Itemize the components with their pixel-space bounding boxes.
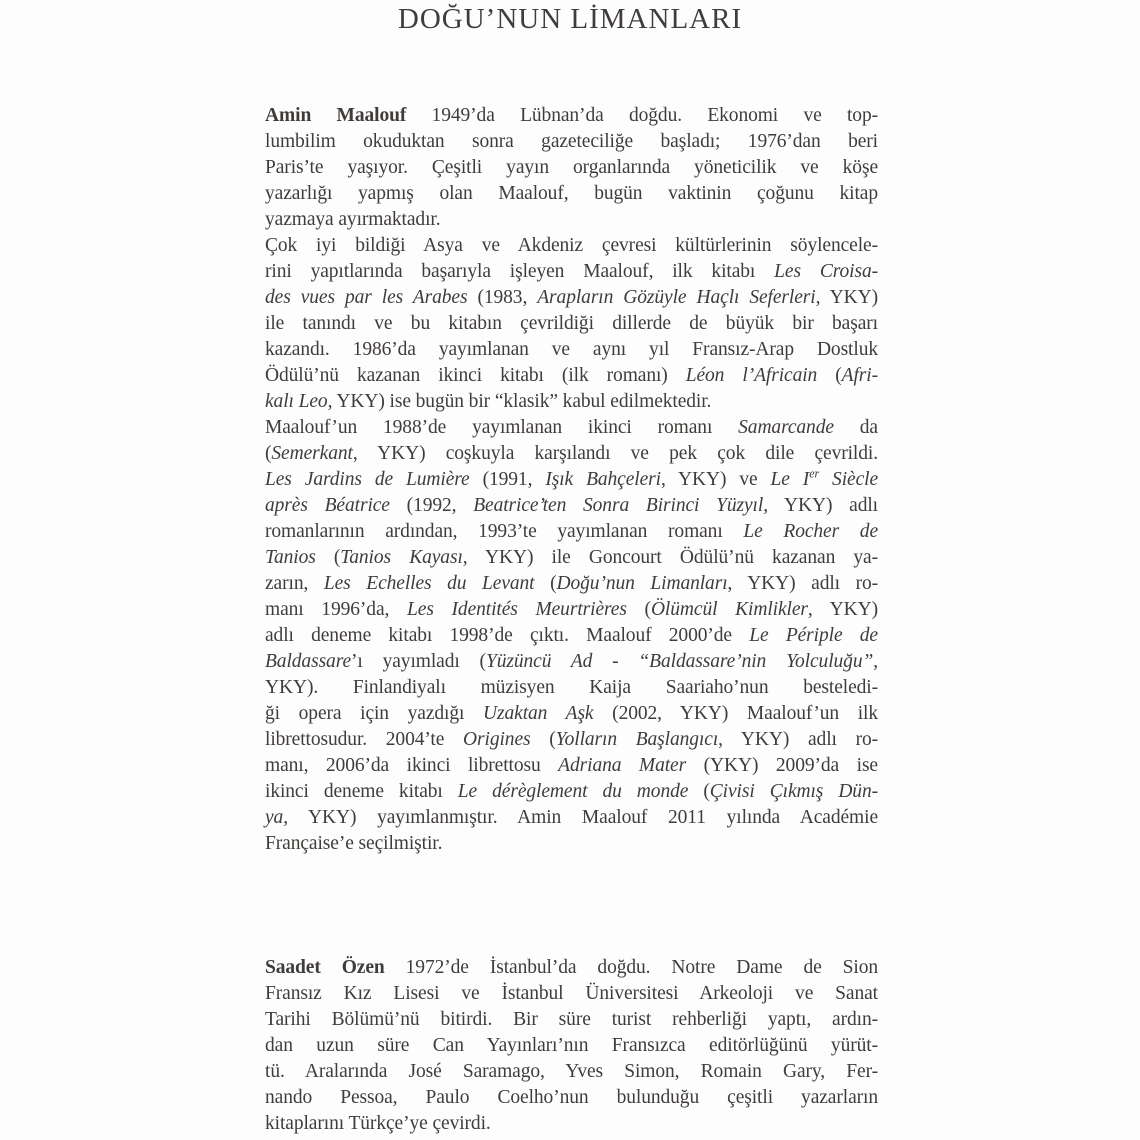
text-run: manı 1996’da, — [265, 599, 408, 620]
text-run: Les Identités Meurtrières — [407, 599, 627, 620]
text-run: Ödülü’nü kazanan ikinci kitabı (ilk romanı) — [265, 365, 686, 386]
text-line — [265, 519, 878, 545]
text-run: Ölümcül Kimlikler — [650, 599, 808, 620]
text-run: Afri- — [841, 365, 878, 386]
text-run: kitaplarını Türkçe’ye çevirdi. — [265, 1113, 491, 1134]
text-run: nando Pessoa, Paulo Coelho’nun bulunduğu çeşitli yazarların — [265, 1087, 878, 1108]
text-run: 1949’da Lübnan’da doğdu. Ekonomi ve top- — [406, 105, 878, 126]
text-run: Les Echelles du Levant — [323, 573, 535, 594]
text-line — [265, 285, 878, 311]
text-run: dan uzun süre Can Yayınları’nın Fransızca editörlüğünü yürüt- — [265, 1035, 878, 1056]
text-run: Işık Bahçeleri — [545, 469, 661, 490]
text-run: Baldassare — [265, 651, 352, 672]
text-run: Samarcande — [738, 417, 834, 438]
text-run: Tanios — [265, 547, 316, 568]
text-run: Fransız Kız Lisesi ve İstanbul Üniversitesi Arkeoloji ve Sanat — [265, 983, 878, 1004]
text-line — [265, 129, 878, 155]
text-run: kalı Leo — [265, 391, 328, 412]
text-line — [265, 545, 878, 571]
text-run: romanlarının ardından, 1993’te yayımlanan romanı — [265, 521, 744, 542]
text-run: ( — [315, 547, 341, 568]
text-run: Française’e seçilmiştir. — [265, 833, 443, 854]
text-run: ya — [265, 807, 284, 828]
text-run: , YKY) — [807, 599, 879, 620]
text-line — [265, 1085, 878, 1111]
text-run: , YKY) adlı ro- — [727, 573, 879, 594]
text-run: ( — [688, 781, 710, 802]
text-run: Le Périple de — [749, 625, 878, 646]
paragraph — [265, 955, 878, 1137]
text-line — [265, 441, 878, 467]
text-run: Maalouf’un 1988’de yayımlanan ikinci romanı — [265, 417, 739, 438]
text-line — [265, 571, 878, 597]
text-run: (YKY) 2009’da ise — [686, 755, 878, 776]
amin-maalouf-bio — [265, 103, 878, 857]
text-run: Le Rocher de — [743, 521, 879, 542]
text-run: Origines — [463, 729, 531, 750]
text-run: yazarlığı yapmış olan Maalouf, bugün vaktinin çoğunu kitap — [265, 183, 878, 204]
text-line — [265, 1033, 878, 1059]
text-run: YKY). Finlandiyalı müzisyen Kaija Saariaho’nun besteledi- — [265, 677, 878, 698]
text-line — [265, 103, 878, 129]
text-run: ( — [265, 443, 272, 464]
text-line — [265, 981, 878, 1007]
text-run: da — [833, 417, 878, 438]
text-run: rini yapıtlarında başarıyla işleyen Maalouf, ilk kitabı — [265, 261, 775, 282]
text-run: Arapların Gözüyle Haçlı Seferleri — [537, 287, 816, 308]
text-run: ( — [534, 573, 557, 594]
text-run: ’ı yayımladı ( — [351, 651, 486, 672]
text-line — [265, 955, 878, 981]
text-run: adlı deneme kitabı 1998’de çıktı. Maalouf 2000’de — [265, 625, 750, 646]
text-line — [265, 1111, 878, 1137]
text-run: (1992, — [389, 495, 474, 516]
text-run: Léon l’Africain — [685, 365, 818, 386]
text-run: ( — [530, 729, 556, 750]
text-line — [265, 779, 878, 805]
text-run: après Béatrice — [265, 495, 390, 516]
text-run: ikinci deneme kitabı — [265, 781, 458, 802]
text-run: lumbilim okuduktan sonra gazeteciliğe başladı; 1976’dan beri — [265, 131, 878, 152]
text-run: Saadet Özen — [265, 957, 385, 978]
text-line — [265, 675, 878, 701]
text-run: manı, 2006’da ikinci librettosu — [265, 755, 559, 776]
paragraph — [265, 415, 878, 857]
text-run: , YKY) adlı — [763, 495, 879, 516]
saadet-ozen-bio — [265, 955, 878, 1137]
text-run: Semerkant — [271, 443, 353, 464]
text-run: Tarihi Bölümü’nü bitirdi. Bir süre turist rehberliği yaptı, ardın- — [265, 1009, 878, 1030]
text-run: Çok iyi bildiği Asya ve Akdeniz çevresi kültürlerinin söylencele- — [265, 235, 878, 256]
text-run: er — [809, 466, 820, 481]
text-line — [265, 727, 878, 753]
text-run: Le dérèglement du monde — [457, 781, 689, 802]
text-line — [265, 207, 878, 233]
text-run: zarın, — [265, 573, 324, 594]
text-line — [265, 311, 878, 337]
text-run: Amin Maalouf — [265, 105, 407, 126]
text-run: tü. Aralarında José Saramago, Yves Simon, Romain Gary, Fer- — [265, 1061, 878, 1082]
text-run: , YKY) — [815, 287, 878, 308]
text-line — [265, 1007, 878, 1033]
text-line — [265, 181, 878, 207]
text-run: Yüzüncü Ad - “Baldassare’nin Yolculuğu” — [485, 651, 874, 672]
text-line — [265, 597, 878, 623]
text-run: ( — [817, 365, 842, 386]
text-line — [265, 831, 878, 857]
text-run: librettosudur. 2004’te — [265, 729, 464, 750]
text-line — [265, 649, 878, 675]
text-run: (2002, YKY) Maalouf’un ilk — [593, 703, 878, 724]
text-run: Adriana Mater — [558, 755, 687, 776]
text-run: Les Jardins de Lumière — [265, 469, 470, 490]
text-line — [265, 337, 878, 363]
text-line — [265, 467, 878, 493]
text-run: (1983, — [467, 287, 538, 308]
text-line — [265, 233, 878, 259]
paragraph — [265, 233, 878, 415]
text-run: Beatrice’ten Sonra Birinci Yüzyıl — [473, 495, 764, 516]
paragraph — [265, 103, 878, 233]
text-line — [265, 753, 878, 779]
text-line — [265, 493, 878, 519]
text-line — [265, 155, 878, 181]
text-column — [265, 103, 878, 1137]
text-run: Uzaktan Aşk — [483, 703, 594, 724]
text-run: yazmaya ayırmaktadır. — [265, 209, 441, 230]
text-run: Siècle — [819, 469, 879, 490]
text-line — [265, 389, 878, 415]
text-run: , YKY) yayımlanmıştır. Amin Maalouf 2011 yılında Académie — [283, 807, 878, 828]
text-run: Les Croisa- — [774, 261, 878, 282]
text-run: kazandı. 1986’da yayımlanan ve aynı yıl Fransız-Arap Dostluk — [265, 339, 878, 360]
text-run: Tanios Kayası — [340, 547, 463, 568]
text-run: ile tanındı ve bu kitabın çevrildiği dillerde de büyük bir başarı — [265, 313, 878, 334]
text-run: , YKY) ve — [660, 469, 771, 490]
text-run: ği opera için yazdığı — [265, 703, 484, 724]
text-run: , YKY) ile Goncourt Ödülü’nü kazanan ya- — [462, 547, 878, 568]
text-line — [265, 805, 878, 831]
text-line — [265, 1059, 878, 1085]
text-run: Çivisi Çıkmış Dün- — [709, 781, 879, 802]
text-run: Doğu’nun Limanları — [556, 573, 728, 594]
text-run: ( — [626, 599, 651, 620]
text-line — [265, 363, 878, 389]
text-run: , YKY) ise bugün bir “klasik” kabul edilmektedir. — [327, 391, 712, 412]
text-run: Le I — [770, 469, 810, 490]
text-run: , YKY) adlı ro- — [718, 729, 879, 750]
text-line — [265, 701, 878, 727]
text-run: (1991, — [469, 469, 546, 490]
book-title: DOĞU’NUN LİMANLARI — [397, 3, 743, 35]
text-run: 1972’de İstanbul’da doğdu. Notre Dame de Sion — [384, 957, 879, 978]
text-line — [265, 259, 878, 285]
text-line — [265, 415, 878, 441]
text-run: Yolların Başlangıcı — [555, 729, 719, 750]
text-line — [265, 623, 878, 649]
text-run: , YKY) coşkuyla karşılandı ve pek çok dile çevrildi. — [352, 443, 878, 464]
text-run: des vues par les Arabes — [265, 287, 468, 308]
text-run: , — [873, 651, 878, 672]
text-run: Paris’te yaşıyor. Çeşitli yayın organlarında yöneticilik ve köşe — [265, 157, 878, 178]
